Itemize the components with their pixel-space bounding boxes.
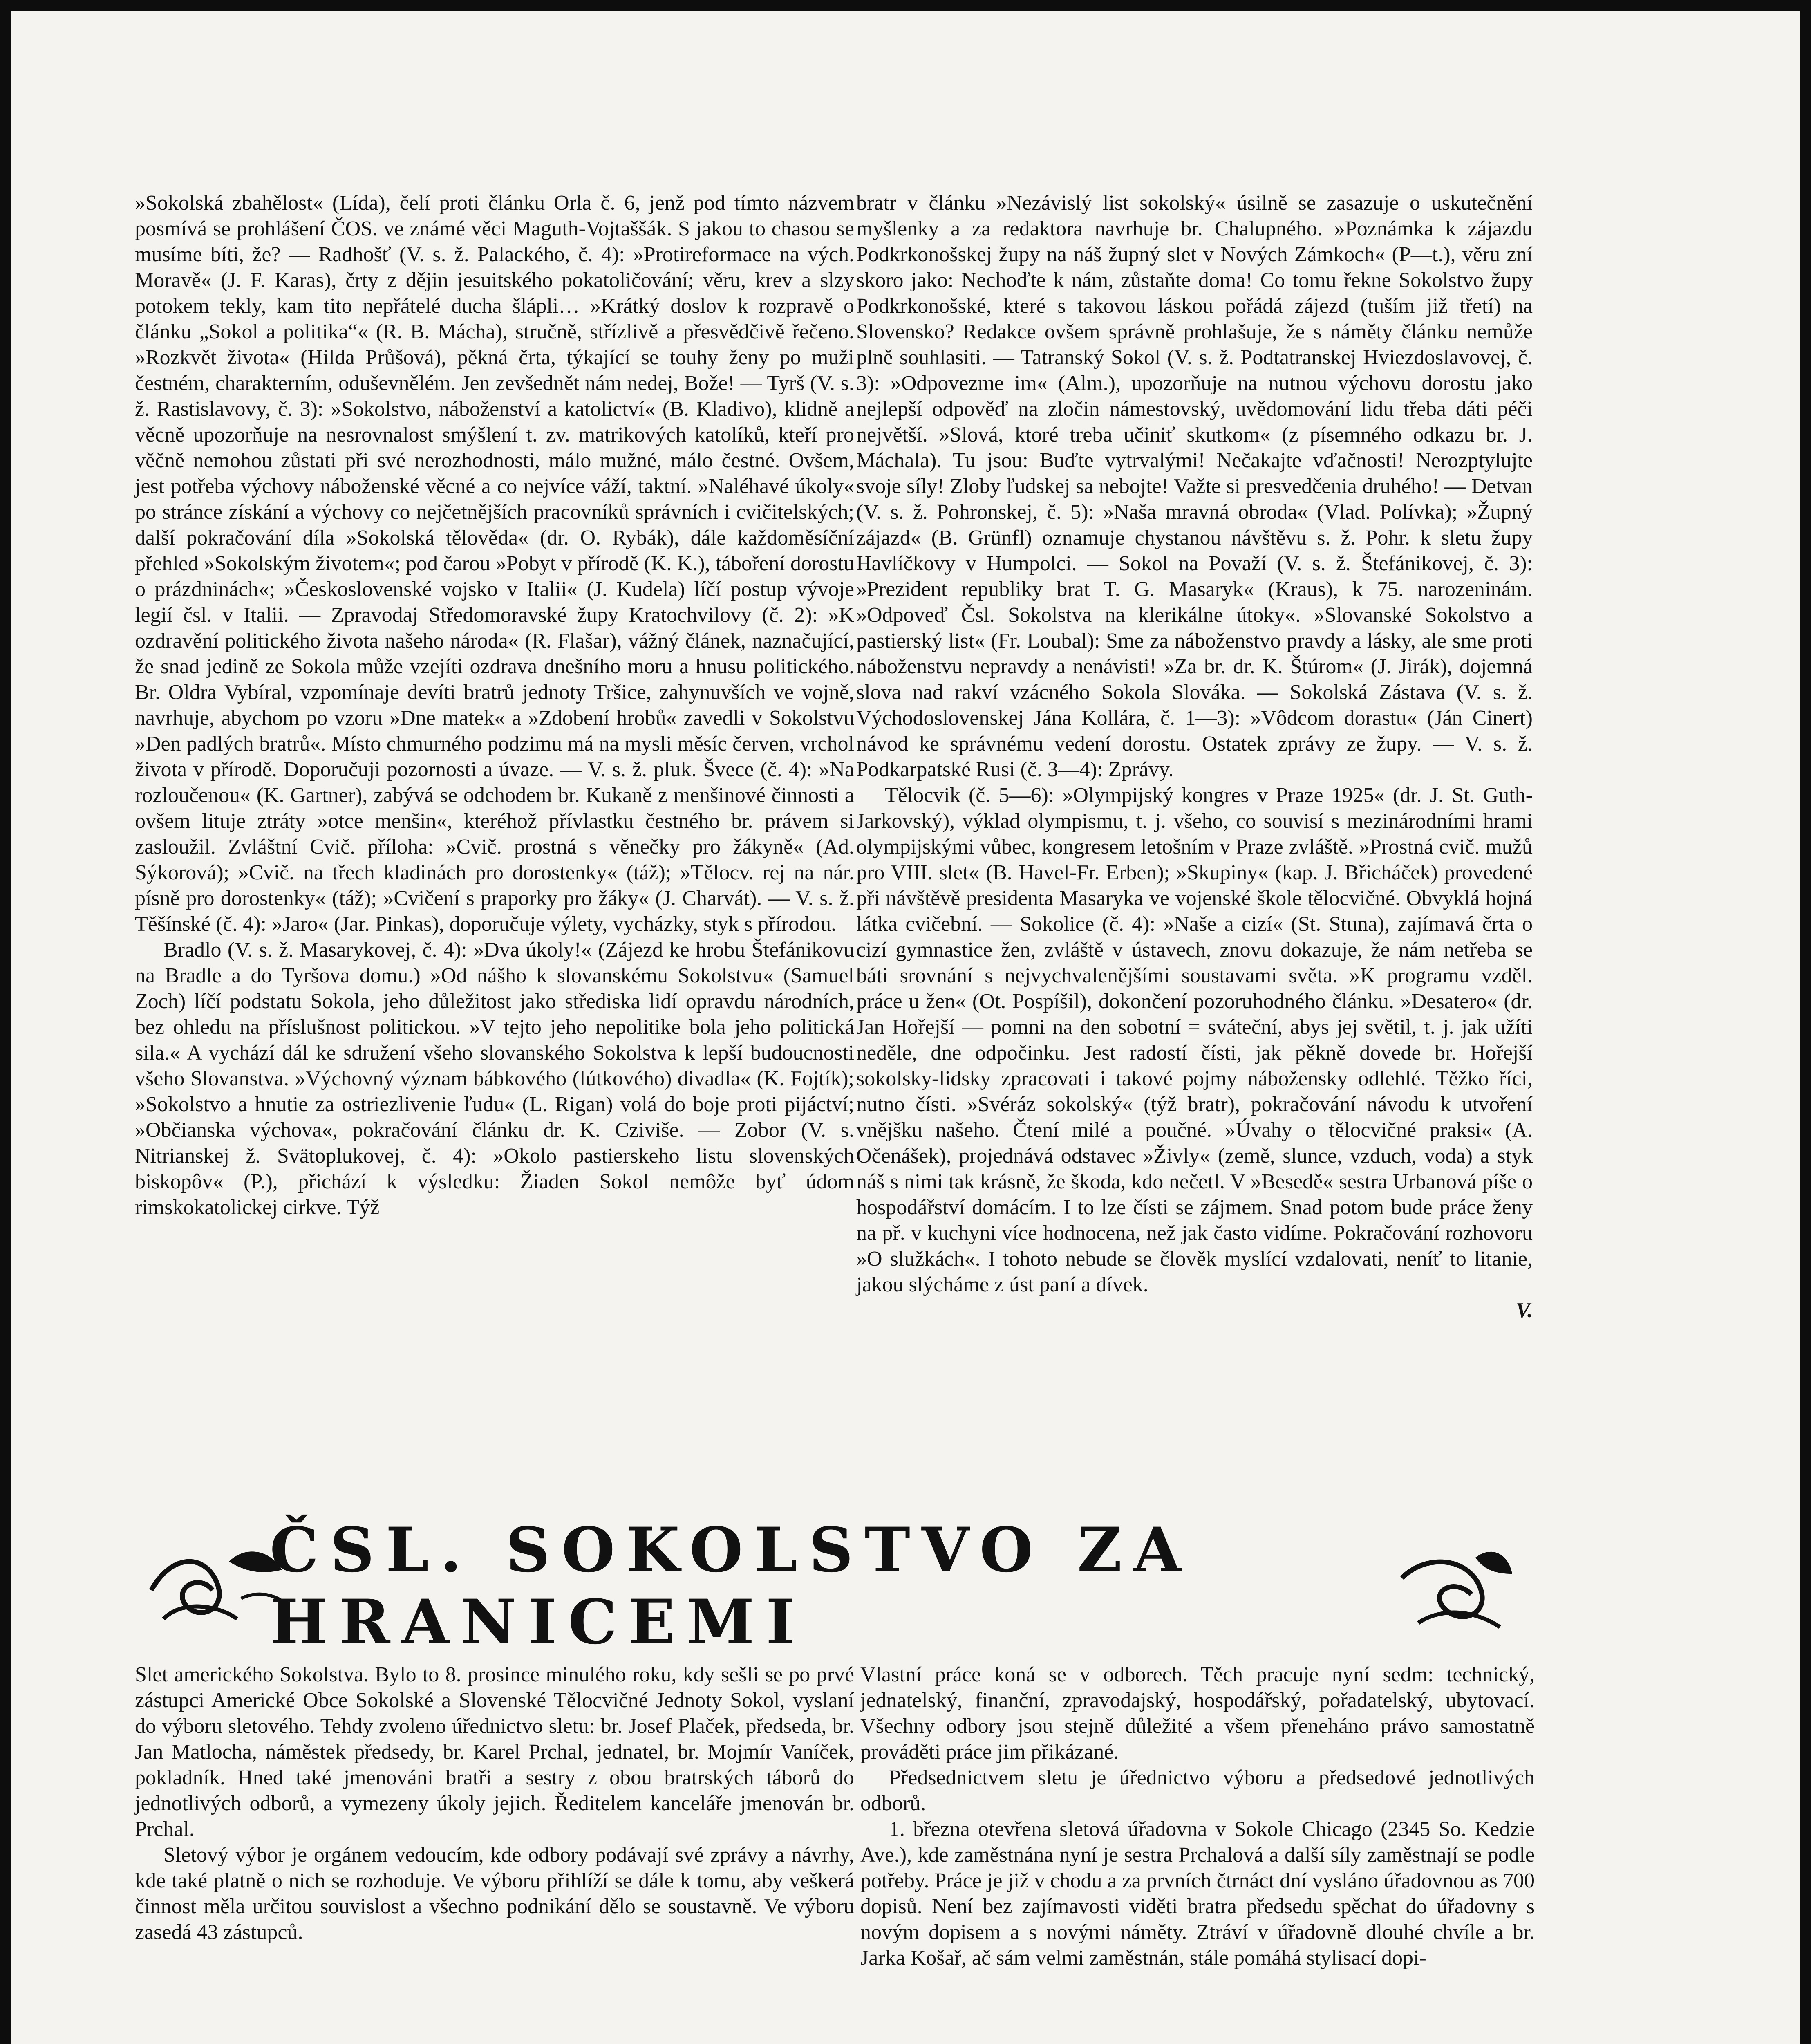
upper-right-column <box>856 190 1533 1323</box>
ornament-right-icon <box>1394 1537 1516 1635</box>
paragraph: Sletový výbor je orgánem vedoucím, kde odbory podávají své zprávy a návrhy, kde také platně o nich se rozhoduje. Ve výboru přihlíží se dále k tomu, aby veškerá činnost měla určitou souvislost a všechno podnikání dělo se soustavně. Ve výboru zasedá 43 zástupců. <box>135 1843 854 1944</box>
lower-left-column <box>135 1662 854 1945</box>
paragraph: Předsednictvem sletu je úřednictvo výboru a předsedové jednotlivých odborů. <box>860 1766 1535 1815</box>
paragraph: bratr v článku »Nezávislý list sokolský« úsilně se zasazuje o uskutečnění myšlenky a za redaktora navrhuje br. Chalupného. »Poznámka k zájazdu Podkrkonošskej župy na náš župný slet v Nových Zámkoch« (P—t.), věru zní skoro jako: Nechoďte k nám, zůstaňte doma! Co tomu řekne Sokolstvo župy Podkrkonošské, které s takovou láskou pořádá zájezd (tuším již třetí) na Slovensko? Redakce ovšem správně prohlašuje, že s náměty článku nemůže plně souhlasiti. — Tatranský Sokol (V. s. ž. Podtatranskej Hviezdoslavovej, č. 3): »Odpovezme im« (Alm.), upozorňuje na nutnou výchovu dorostu jako nejlepší odpověď na zločin námestovský, uvědomování lidu třeba dáti péči největší. »Slová, ktoré treba učiniť skutkom« (z písemného odkazu br. J. Máchala). Tu jsou: Buďte vytrvalými! Nečakajte vďačnosti! Nerozptylujte svoje síly! Zloby ľudskej sa nebojte! Važte si presvedčenia druhého! — Detvan (V. s. ž. Pohronskej, č. 5): »Naša mravná obroda« (Vlad. Polívka); »Župný zájazd« (B. Grünfl) oznamuje chystanou návštěvu s. ž. Pohr. k sletu župy Havlíčkovy v Humpolci. — Sokol na Považí (V. s. ž. Štefánikovej, č. 3): »Prezident republiky brat T. G. Masaryk« (Kraus), k 75. narozeninám. »Odpoveď Čsl. Sokolstva na klerikálne útoky«. »Slovanské Sokolstvo a pastierský list« (Fr. Loubal): Sme za náboženstvo pravdy a lásky, ale sme proti náboženstvu nepravdy a nenávisti! »Za br. dr. K. Štúrom« (J. Jirák), dojemná slova nad rakví vzácného Sokola Slováka. — Sokolská Zástava (V. s. ž. Východoslovenskej Jána Kollára, č. 1—3): »Vôdcom dorastu« (Ján Cinert) návod ke správnému vedení dorostu. Ostatek zprávy ze župy. — V. s. ž. Podkarpatské Rusi (č. 3—4): Zprávy. <box>856 191 1533 781</box>
lower-right-column <box>860 1662 1535 1971</box>
paragraph: Vlastní práce koná se v odborech. Těch pracuje nyní sedm: technický, jednatelský, finanční, zpravodajský, hospodářský, pořadatelský, ubytovací. Všechny odbory jsou stejně důležité a všem přeneháno právo samostatně prováděti práce jim přikázané. <box>860 1663 1535 1764</box>
paragraph: Bradlo (V. s. ž. Masarykovej, č. 4): »Dva úkoly!« (Zájezd ke hrobu Štefánikovu na Bradle a do Tyršova domu.) »Od nášho k slovanskému Sokolstvu« (Samuel Zoch) líčí podstatu Sokola, jeho důležitost jako střediska lidí opravdu národních, bez ohledu na příslušnost politickou. »V tejto jeho nepolitike bola jeho politická sila.« A vychází dál ke sdružení všeho slovanského Sokolstva k lepší budoucnosti všeho Slovanstva. »Výchovný význam bábkového (lútkového) divadla« (K. Fojtík); »Sokolstvo a hnutie za ostriezlivenie ľudu« (L. Rigan) volá do boje proti pijáctví; »Občianska výchova«, pokračování článku dr. K. Cziviše. — Zobor (V. s. Nitrianskej ž. Svätoplukovej, č. 4): »Okolo pastierskeho listu slovenských biskopôv« (P.), přichází k výsledku: Žiaden Sokol nemôže byť údom rimskokatolickej cirkve. Týž <box>135 938 854 1219</box>
signature: V. <box>1516 1299 1533 1322</box>
upper-left-column <box>135 190 854 1220</box>
paragraph: 1. března otevřena sletová úřadovna v Sokole Chicago (2345 So. Kedzie Ave.), kde zaměstnána nyní je sestra Prchalová a další síly zaměstnají se podle potřeby. Práce je již v chodu a za prvních čtrnáct dní vysláno úřadovnou as 700 dopisů. Není bez zajímavosti viděti bratra předsedu spěchat do úřadovny s novým dopisem a s novými náměty. Ztráví v úřadovně dlouhé chvíle a br. Jarka Košař, ač sám velmi zaměstnán, stále pomáhá stylisací dopi- <box>860 1818 1535 1970</box>
paragraph: »Sokolská zbahělost« (Lída), čelí proti článku Orla č. 6, jenž pod tímto názvem posmívá se prohlášení ČOS. ve známé věci Maguth-Vojtaššák. S jakou to chasou se musíme bíti, že? — Radhošť (V. s. ž. Palackého, č. 4): »Protireformace na vých. Moravě« (J. F. Karas), črty z dějin jesuitského pokatoličování; věru, krev a slzy potokem tekly, kam tito nepřátelé ducha šlápli… »Krátký doslov k rozpravě o článku „Sokol a politika“« (R. B. Mácha), stručně, střízlivě a přesvědčivě řečeno. »Rozkvět života« (Hilda Průšová), pěkná črta, týkající se touhy ženy po muži čestném, charakterním, oduševnělém. Jen zevšednět nám nedej, Bože! — Tyrš (V. s. ž. Rastislavovy, č. 3): »Sokolstvo, náboženství a katolictví« (B. Kladivo), klidně a věcně upozorňuje na nesrovnalost smýšlení t. zv. matrikových katolíků, kteří pro věčně nemohou zůstati při své nerozhodnosti, málo mužné, málo čestné. Ovšem, jest potřeba výchovy náboženské věcné a co nejvíce váží, taktní. »Naléhavé úkoly« po stránce získání a výchovy co nejčetnějších pracovníků správních i cvičitelských; další pokračování díla »Sokolská tělověda« (dr. O. Rybák), dále každoměsíční přehled »Sokolským životem«; pod čarou »Pobyt v přírodě (K. K.), táboření dorostu o prázdninách«; »Československé vojsko v Italii« (J. Kudela) líčí postup vývoje legií čsl. v Italii. — Zpravodaj Středomoravské župy Kratochvilovy (č. 2): »K ozdravění politického života našeho národa« (R. Flašar), vážný článek, naznačující, že snad jedině ze Sokola může vzejíti ozdrava dnešního moru a hnusu politického. Br. Oldra Vybíral, vzpomínaje devíti bratrů jednoty Tršice, zahynuvších ve vojně, navrhuje, abychom po vzoru »Dne matek« a »Zdobení hrobů« zavedli v Sokolstvu »Den padlých bratrů«. Místo chmurného podzimu má na mysli měsíc červen, vrchol života v přírodě. Doporučuji pozornosti a úvaze. — V. s. ž. pluk. Švece (č. 4): »Na rozloučenou« (K. Gartner), zabývá se odchodem br. Kukaně z menšinové činnosti a ovšem lituje ztráty »otce menšin«, kteréhož přívlastku čestného br. právem si zasloužil. Zvláštní Cvič. příloha: »Cvič. prostná s věnečky pro žákyně« (Ad. Sýkorová); »Cvič. na třech kladinách pro dorostenky« (táž); »Tělocv. rej na nár. písně pro dorostenky« (táž); »Cvičení s praporky pro žáky« (J. Charvát). — V. s. ž. Těšínské (č. 4): »Jaro« (Jar. Pinkas), doporučuje výlety, vycházky, styk s přírodou. <box>135 191 854 936</box>
section-heading: ČSL. SOKOLSTVO ZA HRANICEMI <box>270 1514 1193 1658</box>
section-banner <box>147 1514 1516 1658</box>
paragraph: Slet amerického Sokolstva. Bylo to 8. prosince minulého roku, kdy sešli se po prvé zástupci Americké Obce Sokolské a Slovenské Tělocvičné Jednoty Sokol, vyslaní do výboru sletového. Tehdy zvoleno úřednictvo sletu: br. Josef Plaček, předseda, br. Jan Matlocha, náměstek předsedy, br. Karel Prchal, jednatel, br. Mojmír Vaníček, pokladník. Hned také jmenováni bratři a sestry z obou bratrských táborů do jednotlivých odborů, a vymezeny úkoly jejich. Ředitelem kanceláře jmenován br. Prchal. <box>135 1663 854 1841</box>
paragraph: Tělocvik (č. 5—6): »Olympijský kongres v Praze 1925« (dr. J. St. Guth-Jarkovský), výklad olympismu, t. j. všeho, co souvisí s mezinárodními hrami olympijskými vůbec, kongresem letošním v Praze zvláště. »Prostná cvič. mužů pro VIII. slet« (B. Havel-Fr. Erben); »Skupiny« (kap. J. Břicháček) provedené při návštěvě presidenta Masaryka ve vojenské škole tělocvičné. Obvyklá hojná látka cvičební. — Sokolice (č. 4): »Naše a cizí« (St. Stuna), zajímavá črta o cizí gymnastice žen, zvláště v ústavech, znovu dokazuje, že nám netřeba se báti srovnání s nejvychvalenějšími soustavami světa. »K programu vzděl. práce u žen« (Ot. Pospíšil), dokončení pozoruhodného článku. »Desatero« (dr. Jan Hořejší — pomni na den sobotní = sváteční, abys jej světil, t. j. jak užíti neděle, dne odpočinku. Jest radostí čísti, jak pěkně dovede br. Hořejší sokolsky-lidsky zpracovati i takové pojmy nábožensky odlehlé. Těžko říci, nutno čísti. »Svéráz sokolský« (týž bratr), pokračování návodu k utvoření vnějšku našeho. Čtení milé a poučné. »Úvahy o tělocvičné praksi« (A. Očenášek), projednává odstavec »Živly« (země, slunce, vzduch, voda) a styk náš s nimi tak krásně, že škoda, kdo nečetl. V »Besedě« sestra Urbanová píše o hospodářství domácím. I to lze čísti se zájmem. Snad potom bude práce ženy na př. v kuchyni více hodnocena, než jak často vidíme. Pokračování rozhovoru »O služkách«. I tohoto nebude se člověk myslící vzdalovati, neníť to litanie, jakou slýcháme z úst paní a dívek. <box>856 784 1533 1296</box>
